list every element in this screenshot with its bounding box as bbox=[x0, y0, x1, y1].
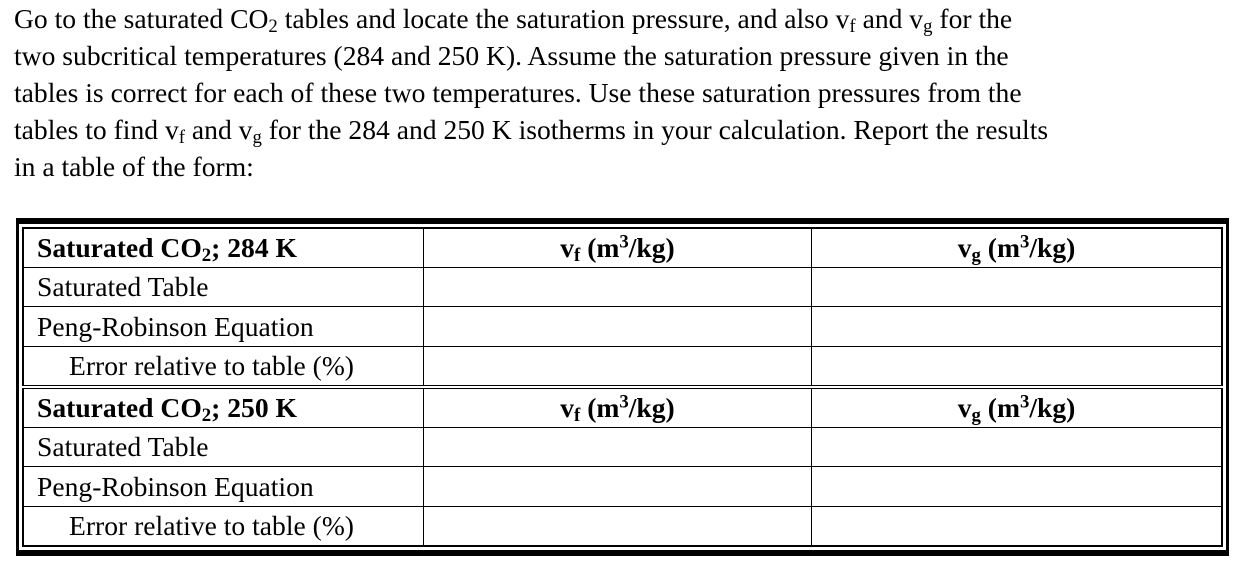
superscript: 3 bbox=[619, 391, 629, 413]
text-segment: ; 284 K bbox=[211, 232, 298, 264]
subscript: 2 bbox=[268, 16, 278, 38]
vg-input-cell[interactable] bbox=[812, 346, 1223, 387]
text-segment: and v bbox=[185, 114, 253, 145]
section-title-284k bbox=[23, 228, 424, 268]
instructions-line-1 bbox=[14, 0, 1239, 37]
text-segment: v bbox=[560, 232, 575, 264]
subscript: g bbox=[971, 245, 981, 267]
vf-input-cell[interactable] bbox=[424, 268, 812, 307]
superscript: 3 bbox=[1019, 231, 1030, 253]
instructions-paragraph bbox=[14, 0, 1239, 185]
table-row bbox=[23, 428, 1222, 467]
instructions-line-5: in a table of the form: bbox=[14, 151, 254, 182]
superscript: 3 bbox=[619, 231, 629, 253]
subscript: 2 bbox=[201, 245, 212, 267]
text-segment: (m bbox=[980, 232, 1020, 264]
row-label-saturated-table: Saturated Table bbox=[23, 428, 424, 467]
table-row bbox=[23, 346, 1222, 387]
text-segment: (m bbox=[980, 392, 1020, 424]
subscript: g bbox=[923, 16, 933, 38]
subscript: f bbox=[574, 245, 581, 267]
table-header-row bbox=[23, 228, 1222, 268]
subscript: g bbox=[971, 405, 981, 427]
vg-column-header bbox=[812, 387, 1223, 428]
text-segment: ; 250 K bbox=[211, 392, 298, 424]
subscript: f bbox=[178, 127, 186, 149]
text-segment: Saturated CO bbox=[37, 232, 202, 264]
instructions-line-3: tables is correct for each of these two temperatures. Use these saturation pressures from the bbox=[14, 77, 1022, 108]
row-label-error: Error relative to table (%) bbox=[23, 506, 424, 546]
vf-column-header bbox=[424, 387, 812, 428]
subscript: f bbox=[574, 405, 581, 427]
text-segment: /kg) bbox=[628, 232, 675, 264]
text-segment: (m bbox=[580, 392, 620, 424]
text-segment: for the 284 and 250 K isotherms in your calculation. Report the results bbox=[261, 114, 1049, 145]
instructions-line-2: two subcritical temperatures (284 and 250 K). Assume the saturation pressure given in the bbox=[14, 40, 1009, 71]
text-segment: Go to the saturated CO bbox=[14, 3, 269, 34]
vf-input-cell[interactable] bbox=[424, 506, 812, 546]
vg-input-cell[interactable] bbox=[812, 428, 1223, 467]
row-label-peng-robinson: Peng-Robinson Equation bbox=[23, 307, 424, 346]
subscript: g bbox=[252, 127, 262, 149]
text-segment: /kg) bbox=[628, 392, 675, 424]
subscript: 2 bbox=[201, 405, 212, 427]
text-segment: /kg) bbox=[1029, 232, 1076, 264]
row-label-saturated-table: Saturated Table bbox=[23, 268, 424, 307]
text-segment: (m bbox=[580, 232, 620, 264]
section-title-250k bbox=[23, 387, 424, 428]
vf-input-cell[interactable] bbox=[424, 467, 812, 506]
table-header-row bbox=[23, 387, 1222, 428]
row-label-peng-robinson: Peng-Robinson Equation bbox=[23, 467, 424, 506]
results-table bbox=[22, 227, 1223, 547]
text-segment: v bbox=[957, 232, 972, 264]
vg-column-header bbox=[812, 228, 1223, 268]
table-row bbox=[23, 467, 1222, 506]
table-row bbox=[23, 307, 1222, 346]
vf-column-header bbox=[424, 228, 812, 268]
vf-input-cell[interactable] bbox=[424, 346, 812, 387]
vf-input-cell[interactable] bbox=[424, 307, 812, 346]
text-segment: and v bbox=[855, 3, 924, 34]
text-segment: Saturated CO bbox=[37, 392, 202, 424]
instructions-line-4 bbox=[14, 111, 1239, 148]
text-segment: tables to find v bbox=[14, 114, 179, 145]
vg-input-cell[interactable] bbox=[812, 307, 1223, 346]
vg-input-cell[interactable] bbox=[812, 467, 1223, 506]
superscript: 3 bbox=[1019, 391, 1030, 413]
row-label-error: Error relative to table (%) bbox=[23, 346, 424, 387]
vg-input-cell[interactable] bbox=[812, 506, 1223, 546]
text-segment: v bbox=[957, 392, 972, 424]
table-row bbox=[23, 268, 1222, 307]
text-segment: /kg) bbox=[1029, 392, 1076, 424]
results-table-frame bbox=[16, 218, 1229, 556]
text-segment: for the bbox=[932, 3, 1013, 34]
subscript: f bbox=[849, 16, 856, 38]
text-segment: tables and locate the saturation pressure, and also v bbox=[277, 3, 850, 34]
table-row bbox=[23, 506, 1222, 546]
vf-input-cell[interactable] bbox=[424, 428, 812, 467]
text-segment: v bbox=[560, 392, 575, 424]
vg-input-cell[interactable] bbox=[812, 268, 1223, 307]
